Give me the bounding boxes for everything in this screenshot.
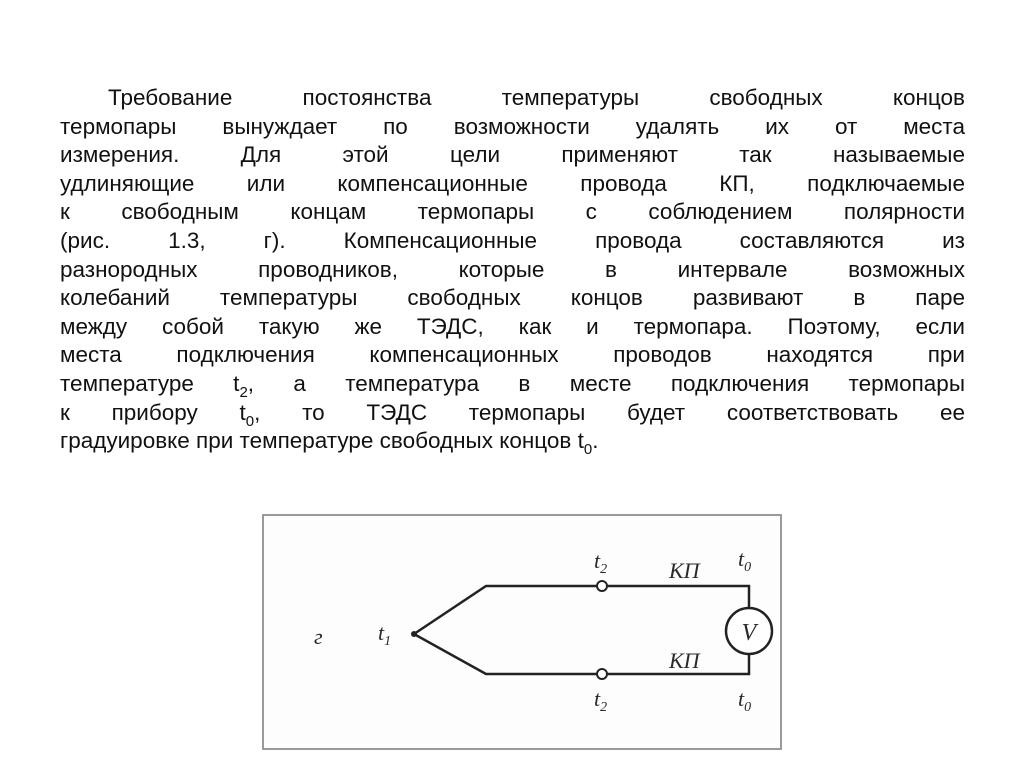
- paragraph: [60, 84, 965, 459]
- text-line-13: [60, 427, 965, 459]
- thermocouple-top-leg: [414, 586, 598, 634]
- bottom-joint-circle: [597, 669, 607, 679]
- text-line-1: Требование постоянства температуры свободных концов: [108, 85, 965, 110]
- bottom-end-label: [738, 686, 751, 715]
- text-line-12-post: , то ТЭДС термопары будет соответствовать ее: [254, 399, 965, 425]
- top-joint-label-sub: 2: [600, 562, 608, 577]
- junction-label-sub: 1: [384, 634, 392, 649]
- top-end-label-t: t: [738, 546, 745, 571]
- text-line-12-pre: к прибору t: [60, 399, 246, 425]
- junction-label-t: t: [378, 620, 385, 645]
- bottom-joint-label: [594, 686, 607, 715]
- text-line-2: термопары вынуждает по возможности удалять их от места: [60, 113, 965, 139]
- text-line-5: к свободным концам термопары с соблюдением полярности: [60, 199, 965, 225]
- junction-label: [378, 620, 391, 649]
- text-line-13-post: .: [592, 428, 599, 454]
- bottom-end-label-t: t: [738, 686, 745, 711]
- top-end-label-sub: 0: [744, 560, 752, 575]
- bottom-joint-label-sub: 2: [600, 700, 608, 715]
- voltmeter-label: V: [741, 620, 757, 646]
- text-line-3: измерения. Для этой цели применяют так называемые: [60, 142, 965, 168]
- text-line-12: [60, 399, 965, 428]
- thermocouple-figure: [262, 514, 782, 750]
- bottom-joint-label-t: t: [594, 686, 601, 711]
- hot-junction-dot: [411, 631, 417, 637]
- text-line-11: [60, 370, 965, 399]
- text-line-11-post: , а температура в месте подключения термопары: [247, 370, 965, 396]
- top-wire-label: КП: [669, 558, 700, 583]
- figure-letter: г: [314, 624, 323, 649]
- text-line-8: колебаний температуры свободных концов развивают в паре: [60, 285, 965, 311]
- top-compensation-wire: [607, 586, 749, 608]
- text-line-4: удлиняющие или компенсационные провода КП, подключаемые: [60, 170, 965, 196]
- text-line-7: разнородных проводников, которые в интервале возможных: [60, 256, 965, 282]
- text-line-6: (рис. 1.3, г). Компенсационные провода составляются из: [60, 227, 965, 253]
- top-joint-label: [594, 548, 607, 577]
- top-end-label: [738, 546, 751, 575]
- text-line-13-pre: градуировке при температуре свободных концов t: [60, 428, 584, 454]
- subscript-t0-final: 0: [583, 441, 593, 459]
- bottom-wire-label: КП: [669, 648, 700, 673]
- top-joint-circle: [597, 581, 607, 591]
- text-line-10: места подключения компенсационных проводов находятся при: [60, 342, 965, 368]
- subscript-t2: 2: [239, 383, 248, 401]
- text-line-11-pre: температуре t: [60, 370, 240, 396]
- bottom-end-label-sub: 0: [744, 700, 752, 715]
- thermocouple-bottom-leg: [414, 634, 598, 674]
- top-joint-label-t: t: [594, 548, 601, 573]
- subscript-t0: 0: [245, 412, 255, 430]
- thermocouple-diagram: [264, 516, 780, 748]
- text-line-9: между собой такую же ТЭДС, как и термопара. Поэтому, если: [60, 313, 965, 339]
